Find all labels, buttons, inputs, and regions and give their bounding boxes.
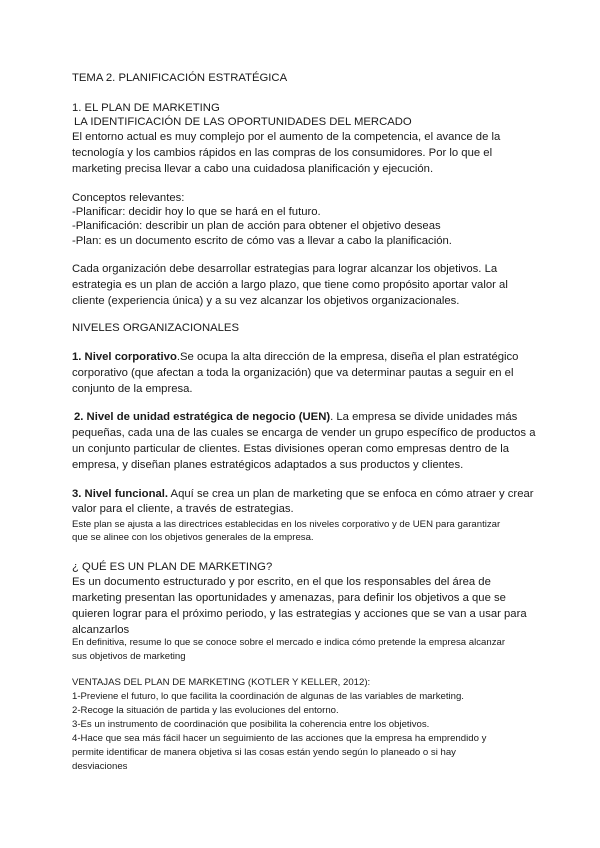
nivel-funcional-line [72, 487, 534, 501]
nivel-text: .Se ocupa la alta dirección de la empresa, diseña el plan estratégico [176, 351, 519, 363]
nivel-uen-line [74, 410, 517, 424]
nivel-corporativo-line [72, 350, 518, 364]
note-line: que se alinee con los objetivos generales de la empresa. [72, 532, 314, 543]
nivel-text: . La empresa se divide unidades más [330, 411, 518, 423]
section-subheading: LA IDENTIFICACIÓN DE LAS OPORTUNIDADES DEL MERCADO [74, 116, 412, 128]
ventaja-item: 1-Previene el futuro, lo que facilita la coordinación de algunas de las variables de marketing. [72, 691, 464, 702]
ventaja-item: permite identificar de manera objetiva si las cosas están yendo según lo planeado o si hay [72, 747, 456, 758]
paragraph-line: cliente (experiencia única) y a su vez alcanzar los objetivos organizacionales. [72, 295, 460, 307]
note-line: En definitiva, resume lo que se conoce sobre el mercado e indica cómo pretende la empresa alcanzar [72, 637, 506, 648]
conceptos-heading: Conceptos relevantes: [72, 192, 185, 204]
paragraph-line: Es un documento estructurado y por escrito, en el que los responsables del área de [72, 576, 491, 588]
paragraph-line: quieren lograr para el próximo periodo, y las estrategias y acciones que se van a usar para [72, 608, 527, 620]
paragraph-line: marketing presentan las oportunidades y amenazas, para definir los objetivos a que se [72, 592, 506, 604]
paragraph-line: corporativo (que afectan a toda la organización) que va determinar pautas a seguir en el [72, 367, 514, 379]
paragraph-line: tecnología y los cambios rápidos en las compras de los consumidores. Por lo que el [72, 147, 493, 159]
paragraph-line: El entorno actual es muy complejo por el aumento de la competencia, el avance de la [72, 131, 501, 143]
concept-item: -Planificación: describir un plan de acción para obtener el objetivo deseas [72, 220, 441, 232]
paragraph-line: Cada organización debe desarrollar estrategias para lograr alcanzar los objetivos. La [72, 263, 498, 275]
paragraph-line: conjunto de la empresa. [72, 383, 193, 395]
paragraph-line: valor para el cliente, a través de estrategias. [72, 503, 294, 515]
ventaja-item: 3-Es un instrumento de coordinación que posibilita la coherencia entre los objetivos. [72, 719, 430, 730]
paragraph-line: marketing precisa llevar a cabo una cuidadosa planificación y ejecución. [72, 163, 434, 175]
niveles-heading: NIVELES ORGANIZACIONALES [72, 322, 239, 334]
nivel-label: 1. Nivel corporativo [72, 351, 177, 363]
nivel-label: 3. Nivel funcional. [72, 488, 169, 500]
paragraph-line: alcanzarlos [72, 624, 130, 636]
ventajas-heading: VENTAJAS DEL PLAN DE MARKETING (KOTLER Y KELLER, 2012): [72, 677, 371, 688]
concept-item: -Planificar: decidir hoy lo que se hará en el futuro. [72, 206, 321, 218]
note-line: Este plan se ajusta a las directrices establecidas en los niveles corporativo y de UEN para garantizar [72, 519, 501, 530]
nivel-text: Aquí se crea un plan de marketing que se enfoca en cómo atraer y crear [168, 488, 534, 500]
note-line: sus objetivos de marketing [72, 651, 186, 662]
paragraph-line: estrategia es un plan de acción a largo plazo, que tiene como propósito aportar valor al [72, 279, 508, 291]
paragraph-line: empresa, y diseñan planes estratégicos adaptados a sus productos y clientes. [72, 459, 464, 471]
ventaja-item: 4-Hace que sea más fácil hacer un seguimiento de las acciones que la empresa ha emprendido y [72, 733, 487, 744]
document-title: TEMA 2. PLANIFICACIÓN ESTRATÉGICA [72, 72, 288, 84]
section-heading: 1. EL PLAN DE MARKETING [72, 102, 220, 114]
ventaja-item: 2-Recoge la situación de partida y las evoluciones del entorno. [72, 705, 339, 716]
concept-item: -Plan: es un documento escrito de cómo vas a llevar a cabo la planificación. [72, 235, 452, 247]
paragraph-line: un conjunto particular de clientes. Estas divisiones operan como empresas dentro de la [72, 443, 510, 455]
que-es-heading: ¿ QUÉ ES UN PLAN DE MARKETING? [72, 561, 273, 573]
paragraph-line: pequeñas, cada una de las cuales se encarga de vender un grupo específico de productos a [72, 427, 536, 439]
nivel-label: 2. Nivel de unidad estratégica de negocio (UEN) [74, 411, 331, 423]
ventaja-item: desviaciones [72, 761, 128, 772]
